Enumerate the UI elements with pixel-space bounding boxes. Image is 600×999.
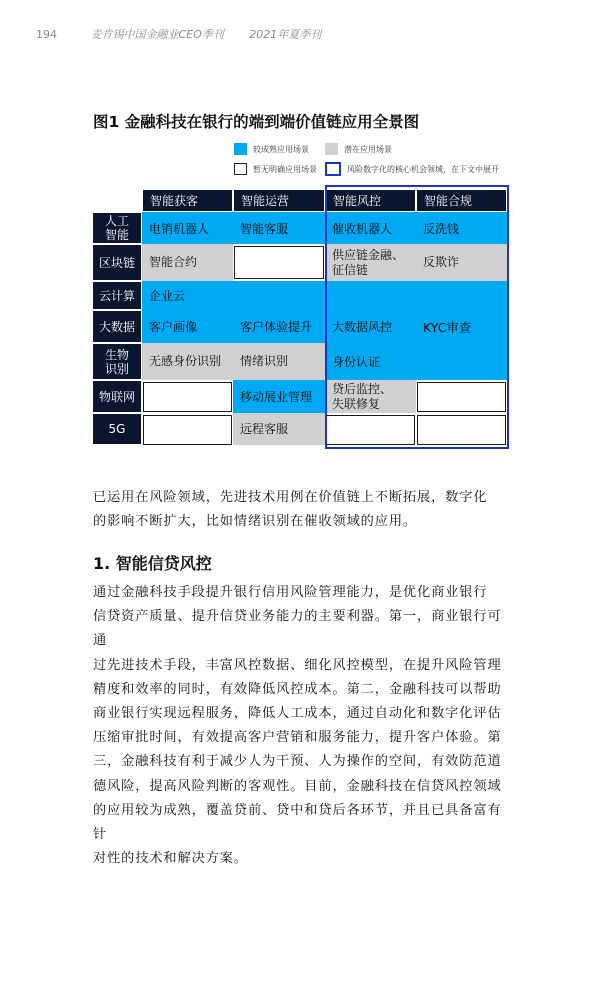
value-chain-matrix (92, 189, 507, 445)
cell-ai-risk: 催收机器人 (325, 212, 416, 244)
cell-bigdata-compliance: KYC审查 (416, 310, 507, 343)
journal-name: 麦肯锡中国金融业CEO季刊 (90, 28, 224, 41)
text-line: 德风险，提高风险判断的客观性。目前，金融科技在信贷风控领域 (93, 778, 502, 794)
cell-blockchain-operations (234, 246, 324, 279)
cell-5g-risk (326, 415, 415, 445)
column-header-acquisition: 智能获客 (142, 189, 233, 212)
cell-biometrics-acquisition: 无感身份识别 (142, 343, 233, 380)
cell-blockchain-acquisition: 智能合约 (142, 244, 233, 281)
figure-title: 图1 金融科技在银行的端到端价值链应用全景图 (93, 113, 420, 131)
row-label-cloud: 云计算 (92, 281, 142, 310)
column-header-operations: 智能运营 (233, 189, 325, 212)
legend-potential (325, 143, 392, 155)
legend-label-potential: 潜在应用场景 (344, 144, 392, 154)
cell-blockchain-risk: 供应链金融、 征信链 (325, 244, 416, 281)
row-label-ai: 人工 智能 (92, 212, 142, 244)
text-line: 精度和效率的同时，有效降低风控成本。第二，金融科技可以帮助 (93, 681, 502, 697)
page-number: 194 (36, 28, 57, 41)
section-title: 1. 智能信贷风控 (93, 554, 212, 573)
row-label-5g: 5G (92, 413, 142, 445)
column-header-compliance: 智能合规 (416, 189, 507, 212)
text-line: 的影响不断扩大，比如情绪识别在催收领域的应用。 (93, 514, 418, 530)
text-line: 已运用在风险领域，先进技术用例在价值链上不断拓展，数字化 (93, 490, 488, 505)
text-line: 三，金融科技有利于减少人为干预、人为操作的空间，有效防范道 (93, 754, 502, 770)
text-line: 通过金融科技手段提升银行信用风险管理能力，是优化商业银行 (93, 585, 488, 600)
legend-mature (234, 143, 309, 155)
row-label-blockchain: 区块链 (92, 244, 142, 281)
text-line: 压缩审批时间，有效提高客户营销和服务能力，提升客户体验。第 (93, 730, 502, 746)
legend-swatch-gray (325, 143, 338, 155)
text-line: 过先进技术手段，丰富风控数据、细化风控模型，在提升风险管理 (93, 657, 502, 673)
section-paragraph (93, 581, 513, 871)
legend-swatch-white (234, 163, 247, 175)
cell-cloud-span: 企业云 (142, 281, 507, 310)
legend-unclear (234, 163, 317, 175)
legend-label-risk-core: 风险数字化的核心机会领域，在下文中展开 (347, 164, 499, 174)
row-label-biometrics: 生物 识别 (92, 343, 142, 380)
cell-5g-acquisition (143, 415, 232, 445)
cell-ai-compliance: 反洗钱 (416, 212, 507, 244)
legend-swatch-frame (325, 162, 341, 176)
legend-swatch-blue (234, 143, 247, 155)
cell-biometrics-risk-compliance: 身份认证 (325, 343, 507, 380)
cell-iot-acquisition (143, 382, 232, 412)
column-header-risk-control: 智能风控 (325, 189, 416, 212)
cell-bigdata-risk: 大数据风控 (325, 310, 416, 343)
text-line: 商业银行实现远程服务，降低人工成本，通过自动化和数字化评估 (93, 706, 502, 722)
cell-blockchain-compliance: 反欺诈 (416, 244, 507, 281)
row-label-iot: 物联网 (92, 380, 142, 413)
text-line: 的应用较为成熟，覆盖贷前、贷中和贷后各环节，并且已具备富有针 (93, 802, 502, 843)
running-header (36, 26, 321, 42)
cell-5g-operations: 远程客服 (233, 413, 325, 445)
row-label-bigdata: 大数据 (92, 310, 142, 343)
text-line: 信贷资产质量、提升信贷业务能力的主要利器。第一，商业银行可通 (93, 609, 502, 649)
cell-ai-acquisition: 电销机器人 (142, 212, 233, 244)
issue-name: 2021年夏季刊 (249, 28, 322, 41)
cell-bigdata-acquisition: 客户画像 (142, 310, 233, 343)
cell-ai-operations: 智能客服 (233, 212, 325, 244)
cell-iot-risk: 贷后监控、 失联修复 (325, 380, 416, 413)
cell-bigdata-operations: 客户体验提升 (233, 310, 325, 343)
legend-label-unclear: 暂无明确应用场景 (253, 164, 317, 174)
legend-risk-core (325, 162, 499, 176)
cell-biometrics-operations: 情绪识别 (233, 343, 325, 380)
intro-paragraph (93, 486, 513, 534)
cell-iot-operations: 移动展业管理 (233, 380, 325, 413)
legend-label-mature: 较成熟应用场景 (253, 144, 309, 154)
cell-iot-compliance (417, 382, 506, 412)
text-line: 对性的技术和解决方案。 (93, 851, 248, 867)
cell-5g-compliance (417, 415, 506, 445)
